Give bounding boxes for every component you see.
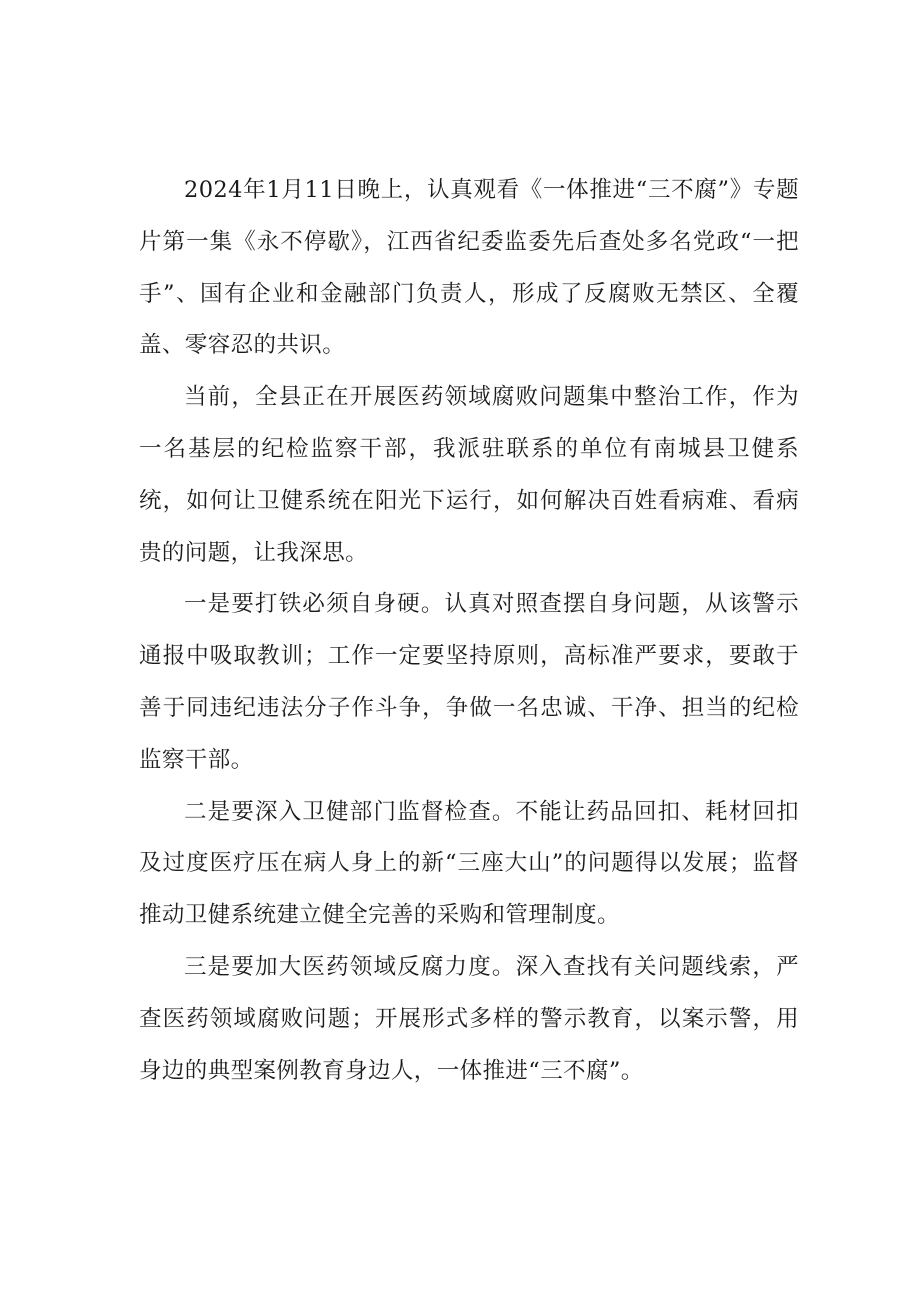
paragraph-current-work: 当前，全县正在开展医药领域腐败问题集中整治工作，作为一名基层的纪检监察干部，我派驻联系的单位有南城县卫健系统，如何让卫健系统在阳光下运行，如何解决百姓看病难、看病贵的问题，让我深思。	[139, 384, 799, 566]
paragraph-point-three: 三是要加大医药领域反腐力度。深入查找有关问题线索，严查医药领域腐败问题；开展形式多样的警示教育，以案示警，用身边的典型案例教育身边人，一体推进“三不腐”。	[139, 953, 799, 1084]
paragraph-point-one: 一是要打铁必须自身硬。认真对照查摆自身问题，从该警示通报中吸取教训；工作一定要坚持原则，高标准严要求，要敢于善于同违纪违法分子作斗争，争做一名忠诚、干净、担当的纪检监察干部。	[139, 591, 799, 773]
document-body	[139, 165, 799, 1097]
paragraph-viewing-notes: 2024年1月11日晚上，认真观看《一体推进“三不腐”》专题片第一集《永不停歇》，江西省纪委监委先后查处多名党政“一把手”、国有企业和金融部门负责人，形成了反腐败无禁区、全覆盖、零容忍的共识。	[139, 177, 799, 359]
paragraph-point-two: 二是要深入卫健部门监督检查。不能让药品回扣、耗材回扣及过度医疗压在病人身上的新“三座大山”的问题得以发展；监督推动卫健系统建立健全完善的采购和管理制度。	[139, 798, 799, 929]
